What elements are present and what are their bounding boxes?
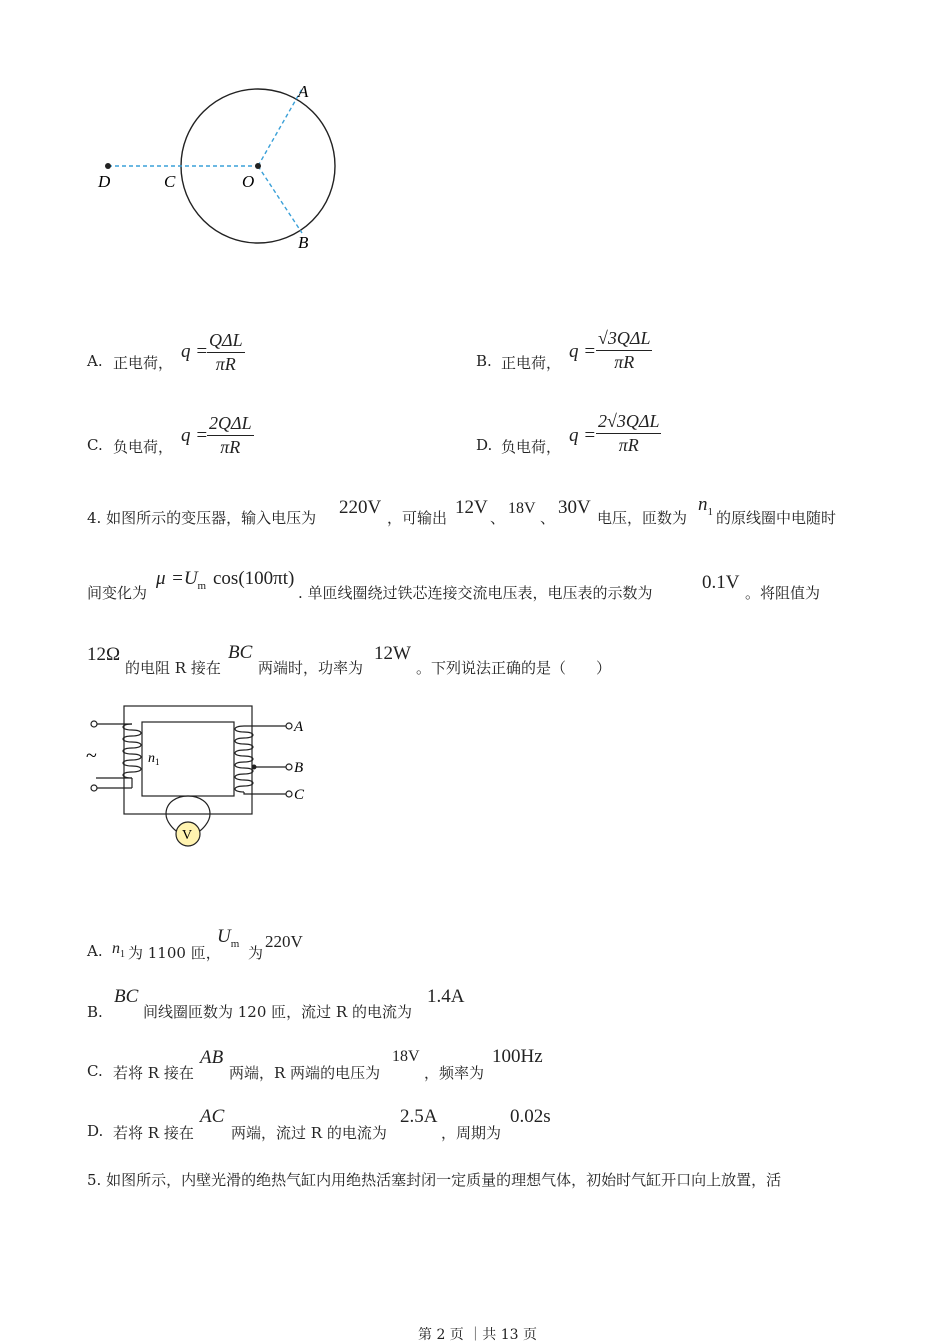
q-variable: q =: [181, 425, 209, 446]
option-letter: C.: [87, 436, 103, 454]
option-text: 负电荷，: [501, 438, 562, 456]
output-voltage-12: 12V: [455, 497, 488, 518]
fraction-a: [207, 330, 245, 375]
option-text: 正电荷，: [501, 354, 562, 372]
n1-label: $n_1$: [148, 751, 160, 767]
terminal-c[interactable]: [286, 791, 292, 797]
current-value: 1.4A: [427, 986, 465, 1007]
formula-u: μ: [156, 568, 166, 589]
q-variable: q =: [569, 341, 597, 362]
option-text: 两端，流过 R 的电流为: [231, 1124, 387, 1142]
option-text: 若将 R 接在: [113, 1124, 194, 1142]
fraction-denominator: πR: [618, 435, 639, 455]
output-voltage-30: 30V: [558, 497, 591, 518]
q4-separator: 、: [540, 509, 556, 527]
voltage-value: 220V: [265, 932, 303, 951]
symbol-um: $U_m$: [217, 926, 240, 950]
point-d: [105, 163, 111, 169]
turns-n1: $n_1$: [112, 940, 125, 961]
q5-text: 5. 如图所示，内壁光滑的绝热气缸内用绝热活塞封闭一定质量的理想气体，初始时气缸开口向上放置，活: [87, 1171, 782, 1189]
input-terminal-bottom: [91, 785, 97, 791]
option-letter: A.: [87, 352, 103, 370]
fraction-denominator: πR: [614, 352, 635, 372]
fraction-d: [596, 411, 661, 456]
fraction-numerator: √3QΔL: [598, 328, 651, 348]
input-voltage: 220V: [339, 497, 382, 518]
label-b: B: [298, 233, 309, 252]
output-voltage-18: 18V: [508, 500, 536, 517]
option-letter: D.: [476, 436, 493, 454]
voltmeter-reading: 0.1V: [702, 572, 740, 593]
voltage-value: 18V: [392, 1048, 420, 1065]
period-value: 0.02s: [510, 1106, 551, 1127]
q-variable: q =: [569, 425, 597, 446]
frequency-value: 100Hz: [492, 1046, 543, 1067]
q4-question-end: 。下列说法正确的是（ ）: [416, 659, 612, 677]
dashed-line-ob: [258, 166, 302, 233]
option-text: 两端，R 两端的电压为: [229, 1064, 381, 1082]
terminals-bc: BC: [114, 986, 139, 1007]
fraction-b: [596, 328, 652, 373]
dashed-line-oa: [258, 89, 302, 166]
terminals-ab: AB: [200, 1047, 224, 1068]
fraction-bar: [596, 350, 652, 351]
label-o: O: [242, 172, 255, 191]
terminal-a[interactable]: [286, 723, 292, 729]
q-variable: q =: [181, 341, 209, 362]
junction-dot: [252, 765, 257, 770]
resistance-value: 12Ω: [87, 644, 121, 665]
fraction-numerator: 2√3QΔL: [598, 411, 660, 431]
formula-cos: cos(100πt): [213, 568, 295, 589]
label-b: B: [294, 760, 304, 776]
fraction-c: [207, 413, 254, 458]
option-text: 间线圈匝数为 120 匝，流过 R 的电流为: [143, 1003, 412, 1021]
q4-text: 的电阻 R 接在: [125, 659, 221, 677]
q4-intro-text: 4. 如图所示的变压器，输入电压为: [87, 509, 317, 527]
secondary-coil: [235, 726, 286, 794]
power-value: 12W: [374, 643, 411, 664]
option-text: 若将 R 接在: [113, 1064, 194, 1082]
primary-coil: [96, 724, 141, 778]
input-terminal-top: [91, 721, 97, 727]
label-d: D: [98, 172, 111, 191]
q4-text: 两端时，功率为: [258, 659, 364, 677]
option-letter: B.: [476, 352, 492, 370]
fraction-bar: [207, 352, 245, 353]
label-a: A: [298, 82, 309, 101]
option-text: 为 1100 匝，: [128, 944, 221, 962]
q4-text: 电压，匝数为: [597, 509, 688, 527]
terminals-bc: BC: [228, 642, 253, 663]
label-c: C: [164, 172, 176, 191]
option-letter: A.: [87, 942, 103, 960]
turns-n1: $n_1$: [698, 494, 713, 518]
q4-separator: 、: [490, 509, 506, 527]
q4-text: 。将阻值为: [745, 584, 821, 602]
fraction-denominator: πR: [215, 354, 236, 374]
option-text: 为: [248, 944, 264, 962]
option-text: 正电荷，: [113, 354, 174, 372]
page-footer: 第 2 页 ｜共 13 页: [418, 1327, 537, 1343]
fraction-numerator: 2QΔL: [209, 413, 252, 433]
q4-text: 间变化为: [87, 584, 148, 602]
option-text: 负电荷，: [113, 438, 174, 456]
label-c: C: [294, 787, 305, 803]
formula-um: $=U_m$: [171, 568, 207, 592]
fraction-bar: [207, 435, 254, 436]
circle-diagram: [90, 75, 360, 260]
terminals-ac: AC: [200, 1106, 225, 1127]
point-o: [255, 163, 261, 169]
q4-text: 的原线圈中电随时: [716, 509, 837, 527]
fraction-denominator: πR: [220, 437, 241, 457]
q4-text: ，可输出: [387, 509, 448, 527]
option-text: ，频率为: [424, 1064, 485, 1082]
fraction-numerator: QΔL: [209, 330, 243, 350]
ac-source-symbol: ~: [86, 745, 97, 767]
option-letter: D.: [87, 1122, 104, 1140]
option-letter: C.: [87, 1062, 103, 1080]
fraction-bar: [596, 433, 661, 434]
option-letter: B.: [87, 1003, 103, 1021]
transformer-diagram: [86, 698, 316, 858]
voltmeter-label: V: [182, 828, 193, 843]
q4-text: . 单匝线圈绕过铁芯连接交流电压表，电压表的示数为: [298, 584, 653, 602]
label-a: A: [294, 719, 304, 735]
option-text: ，周期为: [441, 1124, 502, 1142]
terminal-b[interactable]: [286, 764, 292, 770]
current-value: 2.5A: [400, 1106, 438, 1127]
